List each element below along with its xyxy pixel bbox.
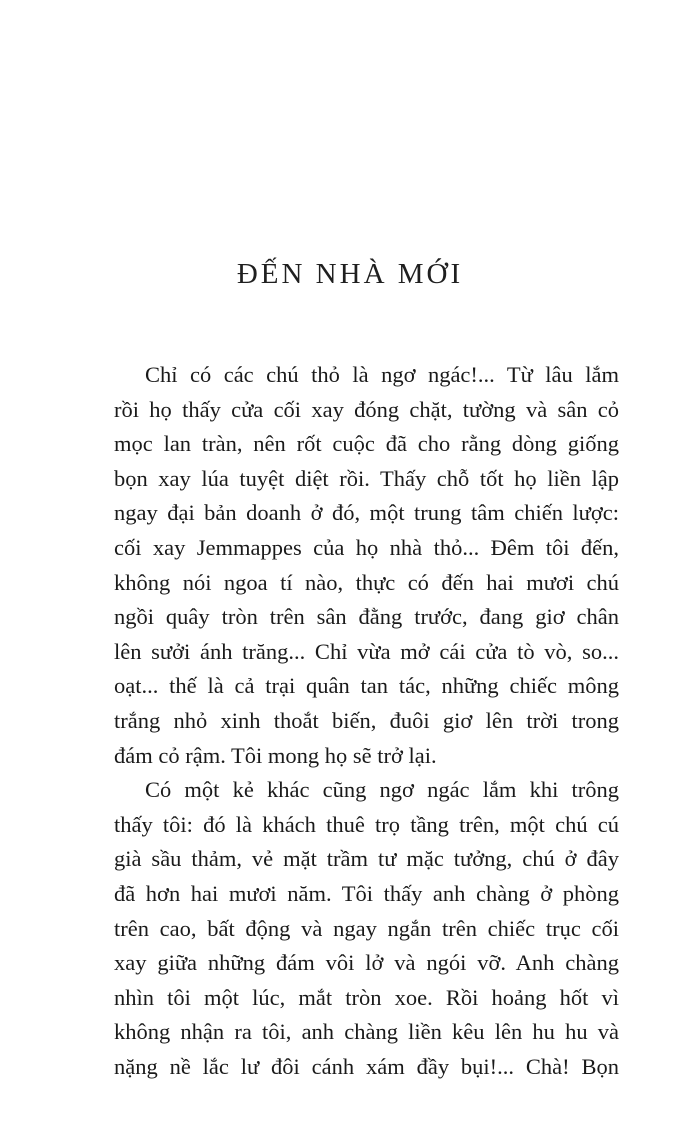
text-line: ngồi quây tròn trên sân đằng trước, đang giơ chân <box>114 604 619 630</box>
text-line: đã hơn hai mươi năm. Tôi thấy anh chàng ở phòng <box>114 880 619 906</box>
text-line: trên cao, bất động và ngay ngắn trên chiếc trục cối <box>114 915 619 941</box>
text-line: lên sưởi ánh trăng... Chỉ vừa mở cái cửa tò vò, so... <box>114 638 619 664</box>
text-line: Chỉ có các chú thỏ là ngơ ngác!... Từ lâu lắm <box>145 362 619 387</box>
text-line: nhìn tôi một lúc, mắt tròn xoe. Rồi hoảng hốt vì <box>114 984 619 1010</box>
text-line: xay giữa những đám vôi lở và ngói vỡ. Anh chàng <box>114 950 619 976</box>
text-line: trắng nhỏ xinh thoắt biến, đuôi giơ lên trời trong <box>114 707 619 733</box>
body-text <box>114 358 619 1084</box>
text-line: không nhận ra tôi, anh chàng liền kêu lên hu hu và <box>114 1019 619 1045</box>
text-line: thấy tôi: đó là khách thuê trọ tầng trên, một chú cú <box>114 811 619 837</box>
text-line: đám cỏ rậm. Tôi mong họ sẽ trở lại. <box>114 742 437 768</box>
text-line: không nói ngoa tí nào, thực có đến hai mươi chú <box>114 569 619 595</box>
text-line: nặng nề lắc lư đôi cánh xám đầy bụi!... Chà! Bọn <box>114 1053 619 1079</box>
text-line: ngay đại bản doanh ở đó, một trung tâm chiến lược: <box>114 500 619 526</box>
text-line: rồi họ thấy cửa cối xay đóng chặt, tường và sân cỏ <box>114 396 619 422</box>
text-line: cối xay Jemmappes của họ nhà thỏ... Đêm tôi đến, <box>114 534 619 560</box>
text-line: già sầu thảm, vẻ mặt trầm tư mặc tưởng, chú ở đây <box>114 846 619 872</box>
text-line: bọn xay lúa tuyệt diệt rồi. Thấy chỗ tốt họ liền lập <box>114 465 619 491</box>
text-line: Có một kẻ khác cũng ngơ ngác lắm khi trông <box>145 777 619 803</box>
chapter-title: ĐẾN NHÀ MỚI <box>236 258 464 290</box>
text-line: oạt... thế là cả trại quân tan tác, những chiếc mông <box>114 673 619 699</box>
text-line: mọc lan tràn, nên rốt cuộc đã cho rằng dòng giống <box>114 431 619 457</box>
